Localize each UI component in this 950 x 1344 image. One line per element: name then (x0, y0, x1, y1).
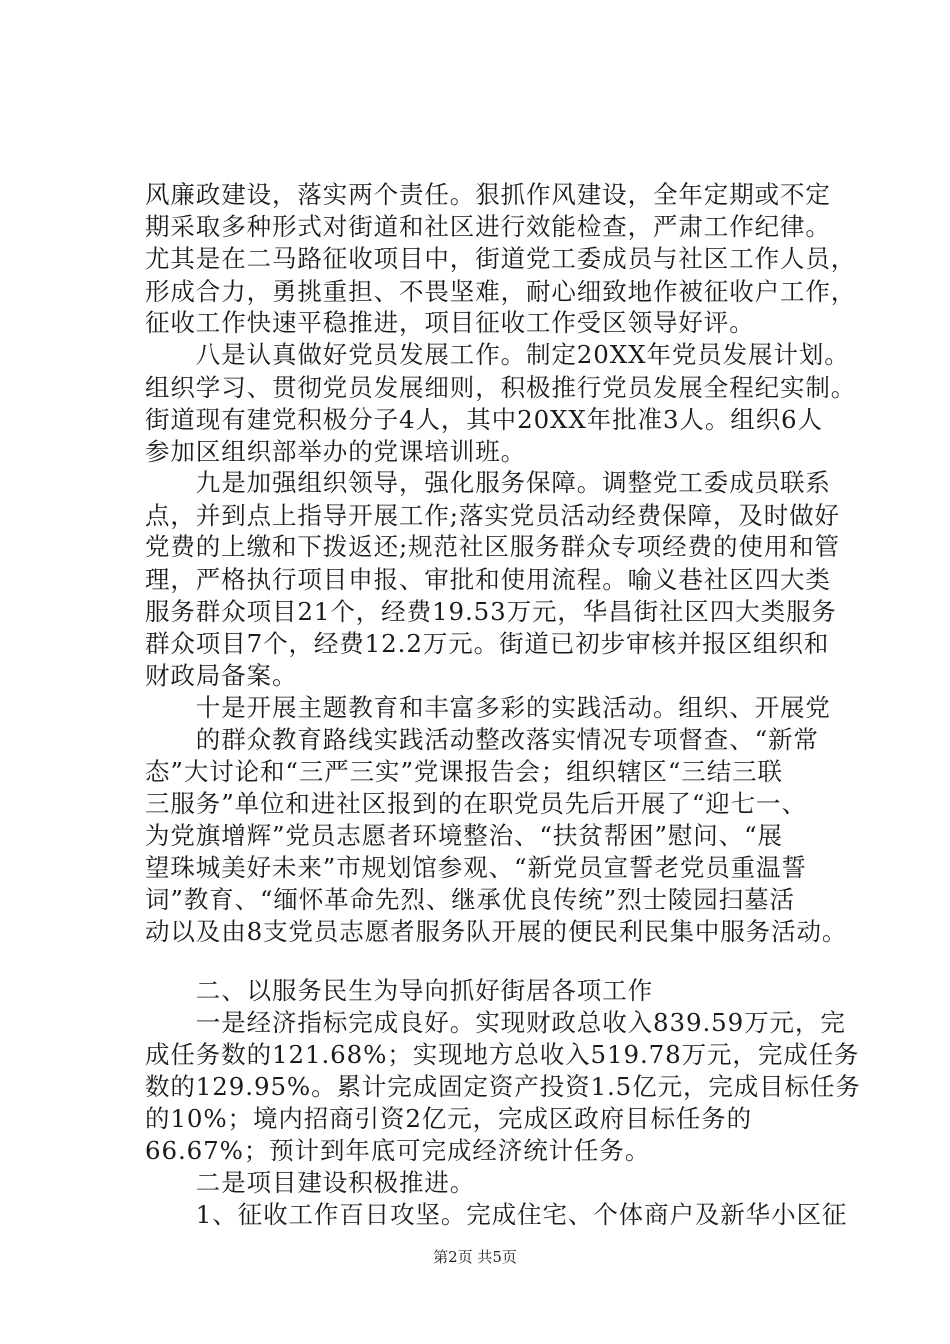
text-line: 动以及由8支党员志愿者服务队开展的便民利民集中服务活动。 (145, 917, 848, 946)
text-line: 风廉政建设，落实两个责任。狠抓作风建设，全年定期或不定 (145, 180, 831, 209)
text-line: 66.67%；预计到年底可完成经济统计任务。 (145, 1136, 651, 1165)
text-line: 服务群众项目21个，经费19.53万元，华昌街社区四大类服务 (145, 597, 837, 626)
text-line: 形成合力，勇挑重担、不畏坚难，耐心细致地作被征收户工作， (145, 277, 857, 306)
text-line: 二、以服务民生为导向抓好街居各项工作 (145, 976, 653, 1005)
text-line: 街道现有建党积极分子4人，其中20XX年批准3人。组织6人 (145, 405, 823, 434)
text-line: 成任务数的121.68%；实现地方总收入519.78万元，完成任务 (145, 1040, 860, 1069)
text-line: 十是开展主题教育和丰富多彩的实践活动。组织、开展党 (145, 693, 831, 722)
text-line: 理，严格执行项目申报、审批和使用流程。喻义巷社区四大类 (145, 565, 831, 594)
text-line: 九是加强组织领导，强化服务保障。调整党工委成员联系 (145, 468, 831, 497)
text-line: 一是经济指标完成良好。实现财政总收入839.59万元，完 (145, 1008, 846, 1037)
text-line: 二是项目建设积极推进。 (145, 1168, 476, 1197)
text-line: 的10%；境内招商引资2亿元，完成区政府目标任务的 (145, 1104, 753, 1133)
text-line: 点，并到点上指导开展工作;落实党员活动经费保障，及时做好 (145, 501, 840, 530)
text-line: 三服务”单位和进社区报到的在职党员先后开展了“迎七一、 (145, 789, 807, 818)
text-line: 数的129.95%。累计完成固定资产投资1.5亿元，完成目标任务 (145, 1072, 861, 1101)
text-line: 参加区组织部举办的党课培训班。 (145, 437, 526, 466)
text-line: 群众项目7个，经费12.2万元。街道已初步审核并报区组织和 (145, 629, 830, 658)
text-line: 为党旗增辉”党员志愿者环境整治、“扶贫帮困”慰问、“展 (145, 821, 783, 850)
text-line: 八是认真做好党员发展工作。制定20XX年党员发展计划。 (145, 340, 850, 369)
text-line: 态”大讨论和“三严三实”党课报告会；组织辖区“三结三联 (145, 757, 783, 786)
text-line: 望珠城美好未来”市规划馆参观、“新党员宣誓老党员重温誓 (145, 853, 807, 882)
text-line: 征收工作快速平稳推进，项目征收工作受区领导好评。 (145, 308, 755, 337)
text-line: 期采取多种形式对街道和社区进行效能检查，严肃工作纪律。 (145, 212, 831, 241)
page-footer: 第2页 共5页 (433, 1248, 517, 1266)
text-line: 组织学习、贯彻党员发展细则，积极推行党员发展全程纪实制。 (145, 373, 857, 402)
text-line: 财政局备案。 (145, 661, 298, 690)
text-line: 尤其是在二马路征收项目中，街道党工委成员与社区工作人员， (145, 244, 857, 273)
text-line: 1、征收工作百日攻坚。完成住宅、个体商户及新华小区征 (145, 1200, 848, 1229)
text-line: 的群众教育路线实践活动整改落实情况专项督查、“新常 (145, 725, 819, 754)
text-line: 党费的上缴和下拨返还;规范社区服务群众专项经费的使用和管 (145, 532, 840, 561)
text-line: 词”教育、“缅怀革命先烈、继承优良传统”烈士陵园扫墓活 (145, 885, 795, 914)
